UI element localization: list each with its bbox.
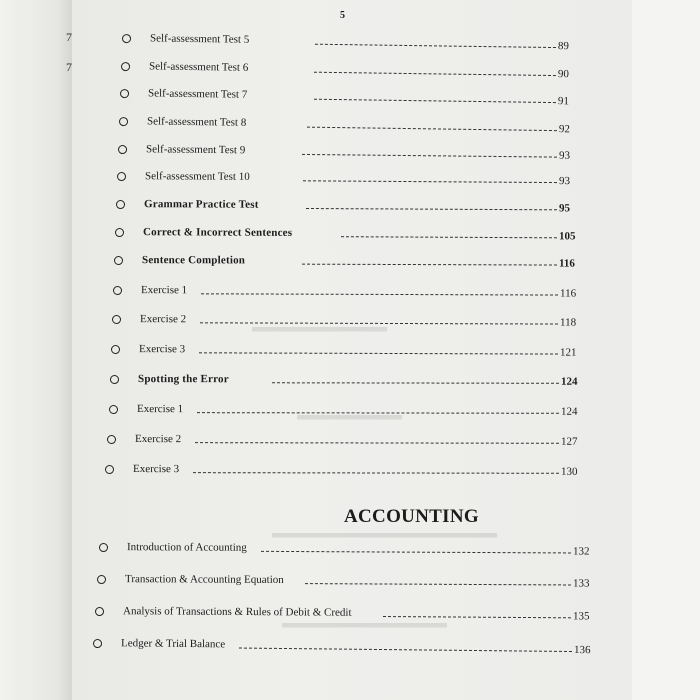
toc-page-number: 91 <box>557 95 570 108</box>
bullet-icon <box>122 34 131 43</box>
toc-page-number: 116 <box>559 287 577 300</box>
page-number: 5 <box>340 10 345 21</box>
bullet-icon <box>107 435 116 444</box>
toc-entry <box>107 433 585 452</box>
bullet-icon <box>111 345 120 354</box>
bullet-icon <box>118 145 127 154</box>
toc-entry-title: Transaction & Accounting Equation <box>124 573 284 586</box>
previous-page-mark: 7 <box>66 30 72 44</box>
toc-entry-title: Self-assessment Test 10 <box>144 170 250 183</box>
bullet-icon <box>117 172 126 181</box>
toc-page-number: 124 <box>560 375 578 388</box>
dot-leader <box>199 352 558 354</box>
previous-page-edge <box>0 0 72 700</box>
toc-entry <box>112 313 584 333</box>
toc-entry-title: Introduction of Accounting <box>126 541 247 554</box>
bullet-icon <box>115 228 124 237</box>
dot-leader <box>302 264 557 266</box>
toc-entry-title: Exercise 3 <box>132 463 180 476</box>
dot-leader <box>306 208 557 210</box>
background-edge <box>632 0 700 700</box>
dot-leader <box>197 412 559 414</box>
toc-entry <box>120 87 582 111</box>
toc-entry <box>99 541 597 562</box>
toc-entry-title: Exercise 3 <box>138 343 186 356</box>
toc-entry-title: Self-assessment Test 8 <box>146 115 247 129</box>
toc-page-number: 116 <box>558 257 575 270</box>
toc-entry-title: Exercise 2 <box>134 433 182 446</box>
toc-page-number: 95 <box>558 202 571 215</box>
toc-entry-title: Exercise 2 <box>139 313 187 326</box>
bullet-icon <box>95 607 104 616</box>
dot-leader <box>261 551 571 554</box>
toc-entry-title: Spotting the Error <box>137 373 229 386</box>
bullet-icon <box>121 62 130 71</box>
toc-entry <box>113 284 584 304</box>
bullet-icon <box>119 117 128 126</box>
bullet-icon <box>93 639 102 648</box>
toc-page-number: 132 <box>572 545 590 558</box>
dot-leader <box>303 180 557 183</box>
toc-entry <box>114 254 583 274</box>
toc-entry <box>115 226 583 246</box>
toc-page-number: 135 <box>572 610 590 623</box>
dot-leader <box>193 472 559 474</box>
toc-entry <box>97 573 597 594</box>
bullet-icon <box>97 575 106 584</box>
toc-page-number: 90 <box>557 68 570 81</box>
toc-entry <box>109 403 585 422</box>
bullet-icon <box>109 405 118 414</box>
toc-entry <box>117 170 583 191</box>
toc-page-number: 92 <box>558 123 571 136</box>
toc-page-number: 133 <box>572 577 590 590</box>
bullet-icon <box>99 543 108 552</box>
toc-entry-title: Correct & Incorrect Sentences <box>142 226 293 239</box>
toc-page-number: 130 <box>560 465 578 478</box>
toc-page-number: 136 <box>573 644 591 657</box>
previous-page-mark: 7 <box>66 60 72 74</box>
show-through-decoration: ▬▬▬▬▬▬▬▬▬▬▬▬▬▬▬ <box>272 529 497 545</box>
toc-page-number: 93 <box>558 175 571 188</box>
toc-entry-title: Exercise 1 <box>140 284 188 297</box>
dot-leader <box>315 44 556 48</box>
toc-entry-title: Grammar Practice Test <box>143 198 259 211</box>
bullet-icon <box>112 315 121 324</box>
dot-leader <box>341 236 557 238</box>
toc-entry-title: Exercise 1 <box>136 403 184 416</box>
dot-leader <box>314 72 556 76</box>
bullet-icon <box>110 375 119 384</box>
dot-leader <box>272 382 559 384</box>
dot-leader <box>200 322 558 324</box>
bullet-icon <box>116 200 125 209</box>
toc-entry-title: Analysis of Transactions & Rules of Debit & Credit <box>122 605 352 619</box>
toc-entry <box>116 198 583 218</box>
toc-entry-title: Sentence Completion <box>141 254 246 267</box>
toc-page-number: 124 <box>560 405 578 418</box>
bullet-icon <box>114 256 123 265</box>
toc-entry <box>105 463 585 482</box>
dot-leader <box>307 127 557 131</box>
toc-entry <box>118 143 583 166</box>
show-through-decoration: ▬▬▬▬▬▬▬▬▬▬▬ <box>282 619 447 635</box>
toc-page-number: 105 <box>558 230 576 243</box>
bullet-icon <box>120 89 129 98</box>
toc-entry <box>121 60 582 84</box>
toc-entry-title: Ledger & Trial Balance <box>120 637 226 651</box>
show-through-decoration: ▬▬▬▬▬▬▬▬▬ <box>252 323 387 339</box>
toc-entry <box>122 32 582 56</box>
show-through-decoration: ▬▬▬▬▬▬▬ <box>297 411 402 427</box>
toc-entry <box>95 605 597 627</box>
dot-leader <box>314 99 556 103</box>
toc-page-number: 121 <box>559 346 577 359</box>
toc-entry <box>110 373 585 392</box>
section-heading: ACCOUNTING <box>344 506 479 527</box>
toc-entry <box>119 115 583 139</box>
toc-page-number: 127 <box>560 435 578 448</box>
dot-leader <box>201 293 558 295</box>
toc-entry-title: Self-assessment Test 9 <box>145 143 246 157</box>
dot-leader <box>383 616 571 618</box>
toc-entry-title: Self-assessment Test 5 <box>149 32 250 46</box>
toc-page-number: 89 <box>557 40 570 53</box>
bullet-icon <box>113 286 122 295</box>
book-page <box>72 0 632 700</box>
dot-leader <box>239 648 572 652</box>
toc-page-number: 118 <box>559 316 577 329</box>
dot-leader <box>302 154 557 158</box>
toc-page-number: 93 <box>558 149 571 162</box>
toc-entry-title: Self-assessment Test 6 <box>148 60 249 74</box>
bullet-icon <box>105 465 114 474</box>
toc-entry <box>93 637 598 660</box>
toc-entry-title: Self-assessment Test 7 <box>147 87 248 101</box>
toc-entry <box>111 343 584 363</box>
dot-leader <box>195 442 559 444</box>
dot-leader <box>305 583 571 585</box>
